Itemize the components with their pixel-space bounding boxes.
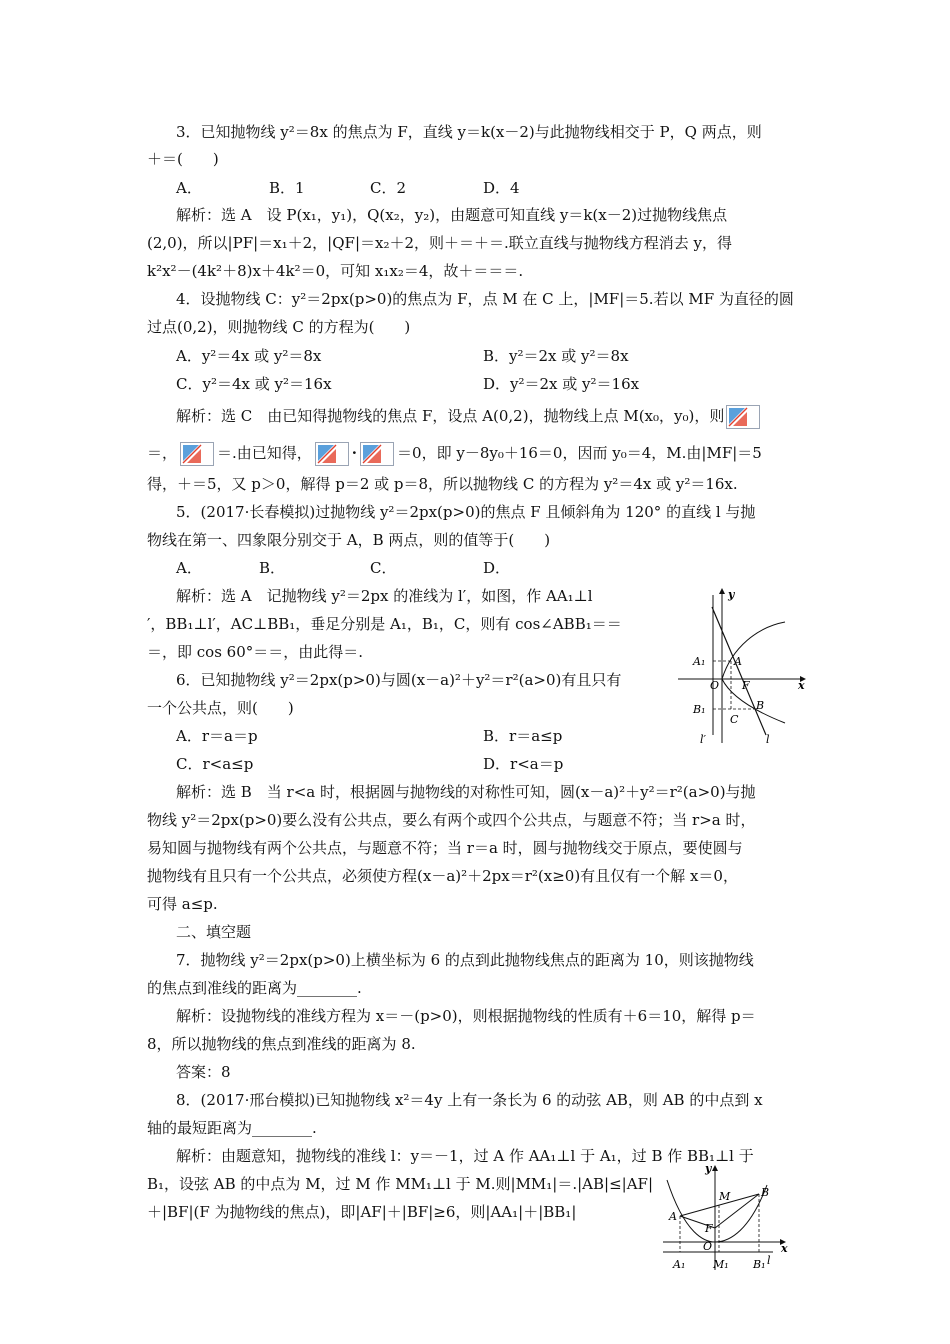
q5-option-a: A． [176,559,202,577]
q4-solution-text2b: ＝.由已知得， [217,444,312,462]
fig1-label-a1: A₁ [693,655,706,668]
fig1-label-f: F [742,679,750,692]
q6-stem-line2: 一个公共点，则( ) [147,699,294,717]
fig2-label-o: O [703,1240,713,1253]
q5-stem-line1: 5．(2017·长春模拟)过抛物线 y²＝2px(p>0)的焦点 F 且倾斜角为 120° 的直线 l 与抛 [176,503,756,521]
q5-option-d: D． [483,559,511,577]
fig2-label-l: l [767,1254,771,1267]
fig2-label-y: y [705,1162,712,1175]
q5-solution-line3: ＝，即 cos 60°＝＝，由此得＝. [147,643,364,661]
q3-stem-line1: 3．已知抛物线 y²＝8x 的焦点为 F，直线 y＝k(x－2)与此抛物线相交于 P，Q 两点，则 [176,123,762,141]
fig1-label-x: x [798,679,805,692]
q4-solution-line1 [176,405,760,429]
q5-stem-line2: 物线在第一、四象限分别交于 A，B 两点，则的值等于( ) [147,531,551,549]
q6-stem-line1: 6．已知抛物线 y²＝2px(p>0)与圆(x－a)²＋y²＝r²(a>0)有且只有 [176,671,622,689]
fig2-label-m1: M₁ [713,1258,729,1271]
q4-option-d: D．y²＝2x 或 y²＝16x [483,375,640,393]
figure-parabola-focal-chord [670,585,820,750]
q3-option-b: B．1 [269,179,305,197]
q6-option-d: D．r<a＝p [483,755,564,773]
dot-product-symbol: · [351,444,358,462]
q5-option-c: C． [370,559,397,577]
fig1-label-a: A [734,655,742,668]
q4-solution-text1: 解析：选 C 由已知得抛物线的焦点 F，设点 A(0,2)，抛物线上点 M(x₀，y₀)，则 [176,407,725,425]
fig2-label-a: A [669,1210,677,1223]
fig2-label-x: x [781,1242,788,1255]
q6-solution-line5: 可得 a≤p. [147,895,218,913]
broken-image-icon [180,442,214,466]
broken-image-icon [360,442,394,466]
q4-stem-line1: 4．设抛物线 C：y²＝2px(p>0)的焦点为 F，点 M 在 C 上，|MF|＝5.若以 MF 为直径的圆 [176,290,794,308]
fig2-label-a1: A₁ [673,1258,686,1271]
q8-solution-line3: ＋|BF|(F 为抛物线的焦点)，即|AF|＋|BF|≥6，则|AA₁|＋|BB₁| [147,1203,577,1221]
q4-solution-line2 [147,442,762,466]
q3-stem-line2: ＋＝( ) [147,150,219,168]
q6-solution-line4: 抛物线有且只有一个公共点，必须使方程(x－a)²＋2px＝r²(x≥0)有且仅有一个解 x＝0， [147,867,738,885]
fig1-label-y: y [728,588,735,601]
fig1-label-b1: B₁ [693,703,706,716]
fig1-label-c: C [730,713,739,726]
q3-solution-line3: k²x²－(4k²＋8)x＋4k²＝0，可知 x₁x₂＝4，故＋＝＝＝. [147,262,524,280]
fig1-label-l: l [766,733,770,746]
fig2-label-b: B [761,1186,770,1199]
fig1-label-lprime: l′ [700,733,707,746]
q6-solution-line3: 易知圆与抛物线有两个公共点，与题意不符；当 r＝a 时，圆与抛物线交于原点，要使圆与 [147,839,743,857]
q7-solution-line1: 解析：设抛物线的准线方程为 x＝－(p>0)，则根据抛物线的性质有＋6＝10，解得 p＝ [176,1007,756,1025]
q4-stem-line2: 过点(0,2)，则抛物线 C 的方程为( ) [147,318,411,336]
q5-option-b: B． [259,559,286,577]
fig2-label-f: F [705,1222,713,1235]
fig1-label-b: B [756,699,765,712]
fig2-label-m: M [719,1190,731,1203]
q5-solution-line2: ′，BB₁⊥l′，AC⊥BB₁，垂足分别是 A₁，B₁，C，则有 cos∠ABB₁＝＝ [147,615,622,633]
q6-option-c: C．r<a≤p [176,755,254,773]
q7-answer: 答案：8 [176,1063,231,1081]
q7-solution-line2: 8，所以抛物线的焦点到准线的距离为 8. [147,1035,416,1053]
figure-parabola-chord-ab [655,1160,795,1275]
q4-option-c: C．y²＝4x 或 y²＝16x [176,375,332,393]
q3-option-d: D．4 [483,179,520,197]
q4-option-a: A．y²＝4x 或 y²＝8x [176,347,322,365]
q4-option-b: B．y²＝2x 或 y²＝8x [483,347,629,365]
q8-solution-line1: 解析：由题意知，抛物线的准线 l：y＝－1，过 A 作 AA₁⊥l 于 A₁，过 B 作 BB₁⊥l 于 [176,1147,754,1165]
q5-solution-line1: 解析：选 A 记抛物线 y²＝2px 的准线为 l′，如图，作 AA₁⊥l [176,587,593,605]
broken-image-icon [726,405,760,429]
q8-solution-line2: B₁，设弦 AB 的中点为 M，过 M 作 MM₁⊥l 于 M.则|MM₁|＝.|AB|≤|AF| [147,1175,654,1193]
q7-stem-line1: 7．抛物线 y²＝2px(p>0)上横坐标为 6 的点到此抛物线焦点的距离为 10，则该抛物线 [176,951,754,969]
fig1-label-o: O [710,679,720,692]
section-heading: 二、填空题 [176,923,252,941]
q3-option-c: C．2 [370,179,407,197]
q6-option-a: A．r＝a＝p [176,727,258,745]
q4-solution-text2a: ＝， [147,444,178,462]
q7-stem-line2: 的焦点到准线的距离为________. [147,979,362,997]
q6-solution-line2: 物线 y²＝2px(p>0)要么没有公共点，要么有两个或四个公共点，与题意不符；当 r>a 时， [147,811,756,829]
q6-option-b: B．r＝a≤p [483,727,563,745]
fig2-label-b1: B₁ [753,1258,766,1271]
q8-stem-line1: 8．(2017·邢台模拟)已知抛物线 x²＝4y 上有一条长为 6 的动弦 AB，则 AB 的中点到 x [176,1091,763,1109]
q3-solution-line1: 解析：选 A 设 P(x₁，y₁)，Q(x₂，y₂)，由题意可知直线 y＝k(x－2)过抛物线焦点 [176,206,728,224]
q4-solution-text2d: ＝0，即 y－8y₀＋16＝0，因而 y₀＝4，M.由|MF|＝5 [397,444,762,462]
q3-option-a: A． [176,179,202,197]
q6-solution-line1: 解析：选 B 当 r<a 时，根据圆与抛物线的对称性可知，圆(x－a)²＋y²＝r²(a>0)与抛 [176,783,756,801]
q3-solution-line2: (2,0)，所以|PF|＝x₁＋2，|QF|＝x₂＋2，则＋＝＋＝.联立直线与抛物线方程消去 y，得 [147,234,733,252]
q4-solution-line3: 得，＋＝5，又 p＞0，解得 p＝2 或 p＝8，所以抛物线 C 的方程为 y²＝4x 或 y²＝16x. [147,475,738,493]
q8-stem-line2: 轴的最短距离为________. [147,1119,317,1137]
broken-image-icon [315,442,349,466]
